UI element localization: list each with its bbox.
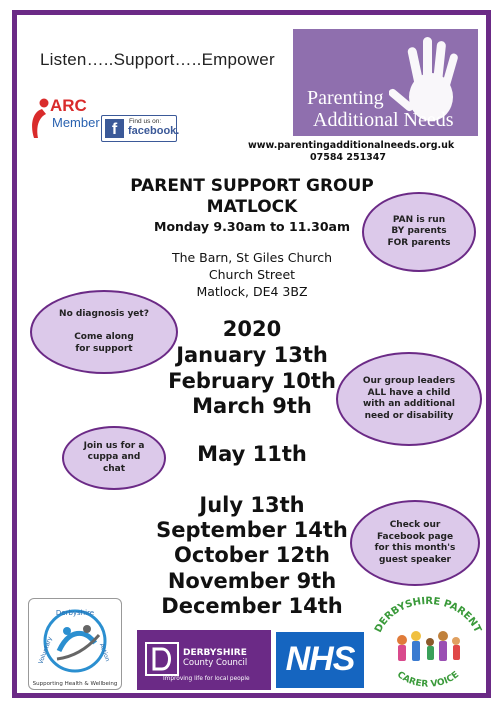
event-time: Monday 9.30am to 11.30am: [154, 219, 350, 234]
bubble-pan-run-by-parents: PAN is run BY parents FOR parents: [362, 192, 476, 272]
date-item: January 13th: [176, 343, 328, 367]
derbyshire-parent-carer-voice-logo: [368, 596, 488, 692]
date-item: November 9th: [167, 569, 337, 593]
phone-number: 07584 251347: [309, 152, 387, 163]
dcc-name-line1: DERBYSHIRE: [183, 648, 247, 658]
logo-text-line1: Parenting: [307, 87, 384, 109]
logo-text-line2: Additional Needs: [313, 109, 454, 131]
bubble-no-diagnosis: No diagnosis yet? Come along for support: [30, 290, 178, 374]
contact-info: [248, 140, 455, 164]
bubble-group-leaders: Our group leaders ALL have a child with an additional need or disability: [336, 352, 482, 446]
facebook-find-label: Find us on:: [129, 118, 162, 125]
address-line2: Church Street: [208, 267, 296, 282]
dva-top-text: Derbyshire: [55, 609, 95, 617]
derbyshire-voluntary-action-logo: [28, 598, 122, 690]
date-item: May 11th: [197, 442, 307, 466]
website-link[interactable]: www.parentingadditionalneeds.org.uk: [248, 140, 455, 151]
dva-action-text: Action: [97, 642, 111, 663]
bubble-facebook-guest-speaker: Check our Facebook page for this month's guest speaker: [350, 500, 480, 586]
date-item: December 14th: [161, 594, 343, 618]
address-line1: The Barn, St Giles Church: [171, 250, 333, 265]
arc-wordmark: ARC: [50, 96, 87, 115]
facebook-icon: f: [105, 119, 124, 138]
dcc-tagline: Improving life for local people: [163, 676, 250, 682]
facebook-badge[interactable]: [101, 115, 180, 142]
dva-emblem-icon: [29, 599, 121, 679]
dcc-name-line2: County Council: [183, 658, 248, 668]
tagline: Listen…..Support…..Empower: [40, 50, 275, 69]
nhs-logo: [276, 632, 364, 688]
dpcv-emblem: [368, 596, 488, 692]
event-title: [110, 176, 394, 218]
date-item: March 9th: [192, 394, 312, 418]
date-year: 2020: [222, 317, 282, 341]
address-line3: Matlock, DE4 3BZ: [196, 284, 308, 299]
date-item: September 14th: [156, 518, 348, 542]
dpcv-bottom-text: CARER VOICE: [394, 669, 462, 690]
derbyshire-county-council-logo: [137, 630, 271, 690]
date-item: October 12th: [174, 543, 330, 567]
dva-caption: Supporting Health & Wellbeing: [32, 681, 118, 687]
family-figures-icon: [397, 631, 460, 661]
parenting-additional-needs-logo: [293, 29, 478, 136]
dpcv-top-text: DERBYSHIRE PARENT: [373, 596, 483, 635]
date-item: February 10th: [168, 369, 336, 393]
dva-voluntary-text: Voluntary: [37, 635, 54, 666]
date-item: July 13th: [199, 493, 305, 517]
nhs-wordmark: NHS: [285, 640, 355, 678]
title-line2: MATLOCK: [206, 197, 298, 217]
arc-member-label: Member: [52, 115, 100, 130]
bubble-cuppa-chat: Join us for a cuppa and chat: [62, 426, 166, 490]
facebook-wordmark: facebook.: [128, 125, 180, 137]
dcc-d-icon: [145, 642, 179, 676]
title-line1: PARENT SUPPORT GROUP: [130, 176, 374, 196]
event-address: [140, 249, 364, 300]
arc-member-badge: [28, 96, 98, 146]
